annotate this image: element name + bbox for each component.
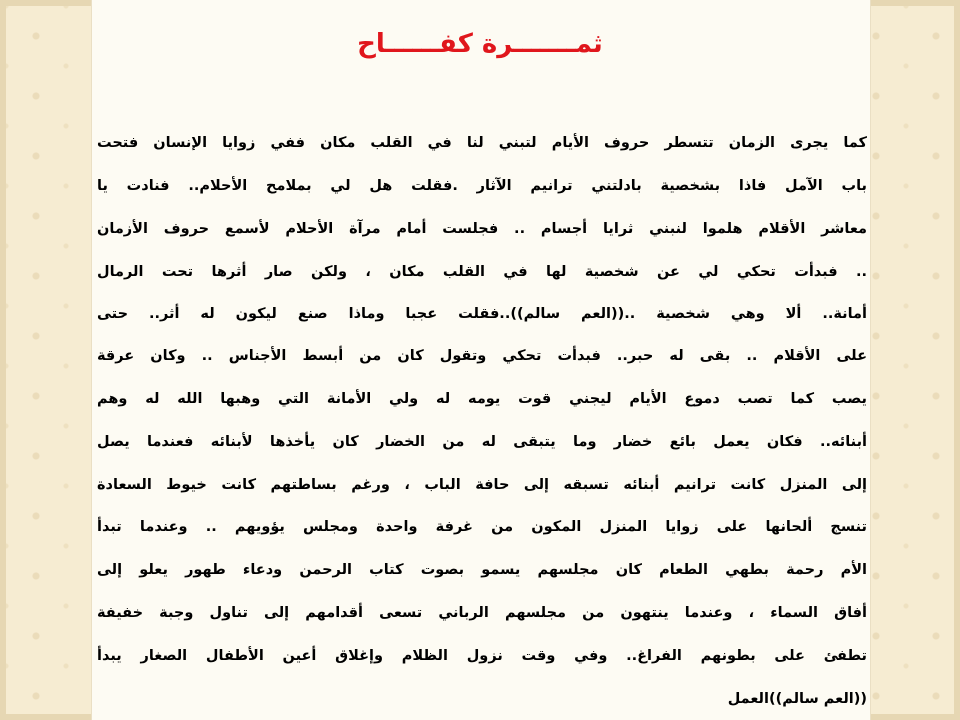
body-line: أمانة.. ألا وهي شخصية ..((العم سالم))..فقلت عجبا وماذا صنع ليكون له أثر.. حتى bbox=[97, 306, 867, 322]
body-line: تطفئ على بطونهم الفراغ.. وفي وقت نزول الظلام وإغلاق أعين الأطفال الصغار يبدأ bbox=[97, 648, 867, 664]
body-line: أبنائه.. فكان يعمل بائع خضار وما يتبقى له من الخضار كان يأخذها لأبنائه فعندما يصل bbox=[97, 434, 867, 450]
body-line: كما يجرى الزمان تتسطر حروف الأيام لتبني لنا في القلب مكان ففي زوايا الإنسان فتحت bbox=[97, 135, 867, 151]
body-line: إلى المنزل كانت ترانيم أبنائه تسبقه إلى حافة الباب ، ورغم بساطتهم كانت خيوط السعادة bbox=[97, 477, 867, 493]
body-line: أفاق السماء ، وعندما ينتهون من مجلسهم الرباني تسعى أقدامهم إلى تناول وجبة خفيفة bbox=[97, 605, 867, 621]
body-line: تنسج ألحانها على زوايا المنزل المكون من غرفة واحدة ومجلس يؤويهم .. وعندما تبدأ bbox=[97, 519, 867, 535]
body-line: الأم رحمة بطهي الطعام كان مجلسهم يسمو بصوت كتاب الرحمن ودعاء طهور يعلو إلى bbox=[97, 562, 867, 578]
body-line: على الأقلام .. بقى له حبر.. فبدأت تحكي وتقول كان من أبسط الأجناس .. وكان عرقة bbox=[97, 348, 867, 364]
body-line: .. فبدأت تحكي لي عن شخصية لها في القلب مكان ، ولكن صار أثرها تحت الرمال bbox=[97, 264, 867, 280]
body-line: يصب كما تصب دموع الأيام ليجني قوت يومه له ولي الأمانة التي وهبها الله له وهم bbox=[97, 391, 867, 407]
page-title: ثمـــــــرة كفــــــاح bbox=[357, 29, 603, 59]
body-line: معاشر الأقلام هلموا لنبني ثرايا أجسام .. فجلست أمام مرآة الأحلام لأسمع حروف الأزمان bbox=[97, 221, 867, 237]
body-line: ((العم سالم))العمل bbox=[727, 691, 867, 707]
body-line: باب الآمل فاذا بشخصية بادلتني ترانيم الآثار .فقلت هل لي بملامح الأحلام.. فنادت يا bbox=[97, 178, 867, 194]
